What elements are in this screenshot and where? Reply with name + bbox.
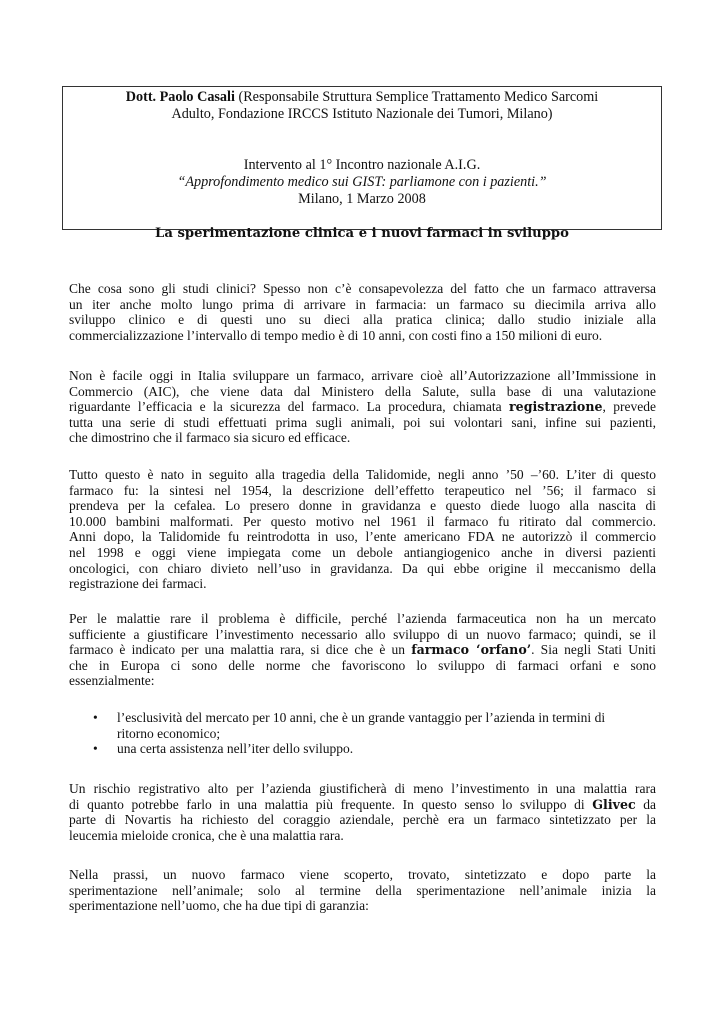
bold-term-farmaco-orfano: farmaco ‘orfano’ [411, 642, 532, 658]
paragraph-5 [69, 781, 656, 843]
text-run: , prevede [602, 399, 656, 415]
paragraph-line: commercializzazione l’intervallo di tempo medio è di 10 anni, con costi fino a 150 milioni di euro. [69, 327, 603, 343]
paragraph-line: Per le malattie rare il problema è difficile, perché l’azienda farmaceutica non ha un mercato [69, 611, 656, 626]
text-run: riguardante l’efficacia e la sicurezza del farmaco. La procedura, chiamata [69, 399, 510, 415]
event-date: Milano, 1 Marzo 2008 [298, 191, 426, 207]
bold-term-glivec: Glivec [592, 796, 636, 812]
talk-title: La sperimentazione clinica e i nuovi farmaci in sviluppo [155, 226, 569, 241]
text-run: da [635, 796, 656, 812]
paragraph-line [69, 797, 656, 813]
author-role: (Responsabile Struttura Semplice Trattamento Medico Sarcomi [234, 89, 599, 105]
paragraph-line: Nella prassi, un nuovo farmaco viene scoperto, trovato, sintetizzato e dopo parte la [69, 867, 656, 882]
paragraph-line: sperimentazione nell’uomo, che ha due tipi di garanzia: [69, 898, 369, 914]
bullet-icon: • [93, 710, 98, 725]
paragraph-line: sperimentazione nell’animale; solo al termine della sperimentazione nell’animale inizia la [69, 882, 656, 898]
paragraph-line: 10.000 bambini malformati. Per questo motivo nel 1961 il farmaco fu ritirato dal commercio. [69, 513, 656, 529]
paragraph-line: Commercio (AIC), che viene data dal Ministero della Salute, sulla base di una valutazione [69, 383, 656, 399]
paragraph-line: Un rischio registrativo alto per l’azienda giustificherà di meno l’investimento in una malattia rara [69, 781, 656, 796]
paragraph-line [69, 399, 656, 415]
paragraph-line: tutta una serie di studi effettuati prima sugli animali, poi sui volontari sani, infine sui pazienti, [69, 414, 656, 430]
paragraph-line: leucemia mieloide cronica, che è una malattia rara. [69, 827, 344, 843]
paragraph-line: sviluppo clinico e di questi uno su dieci alla pratica clinica; dallo studio iniziale alla [69, 312, 656, 328]
paragraph-line: nel 1998 e oggi viene impiegata come un debole antiangiogenico anche in diversi pazienti [69, 544, 656, 560]
author-name: Dott. Paolo Casali [125, 89, 235, 105]
paragraph-line: sufficiente a giustificare l’investimento necessario allo sviluppo di un nuovo farmaco; quindi, se il [69, 626, 656, 642]
paragraph-6 [69, 867, 656, 914]
paragraph-1 [69, 281, 656, 343]
text-run: di quanto potrebbe farlo in una malattia più frequente. In questo senso lo sviluppo di [69, 796, 593, 812]
paragraph-line: parte di Novartis ha richiesto del coraggio aziendale, perchè era un farmaco sintetizzato per la [69, 812, 656, 828]
list-item-line: ritorno economico; [117, 725, 221, 741]
paragraph-line: Tutto questo è nato in seguito alla tragedia della Talidomide, negli anno ’50 –’60. L’iter di questo [69, 467, 656, 482]
paragraph-line [69, 642, 656, 658]
paragraph-4 [69, 611, 656, 689]
header-box [62, 86, 662, 241]
bullet-icon: • [93, 741, 98, 757]
paragraph-line: registrazione dei farmaci. [69, 576, 207, 592]
bullet-list [69, 710, 659, 757]
author-line [63, 89, 661, 106]
paragraph-line: oncologici, con chiaro divieto nell’uso in gravidanza. Da qui ebbe origine il meccanismo della [69, 560, 656, 576]
paragraph-line: Anni dopo, la Talidomide fu reintrodotta in uso, l’ente americano FDA ne autorizzò il commercio [69, 529, 656, 545]
list-item-line: l’esclusività del mercato per 10 anni, che è un grande vantaggio per l’azienda in termini di [117, 710, 606, 725]
paragraph-line: Non è facile oggi in Italia sviluppare un farmaco, arrivare cioè all’Autorizzazione all’Immissione in [69, 368, 656, 383]
paragraph-line: che in Europa ci sono delle norme che favoriscono lo sviluppo di farmaci orfani e sono [69, 657, 656, 673]
event-subtitle: “Approfondimento medico sui GIST: parliamone con i pazienti.” [177, 174, 547, 190]
paragraph-2 [69, 368, 656, 446]
list-item-line: una certa assistenza nell’iter dello sviluppo. [117, 741, 354, 757]
event-line: Intervento al 1° Incontro nazionale A.I.G. [243, 157, 481, 173]
paragraph-line: che dimostrino che il farmaco sia sicuro ed efficace. [69, 430, 351, 446]
paragraph-line: Che cosa sono gli studi clinici? Spesso non c’è consapevolezza del fatto che un farmaco attraversa [69, 281, 656, 296]
bold-term-registrazione: registrazione [509, 399, 603, 415]
author-affiliation: Adulto, Fondazione IRCCS Istituto Nazionale dei Tumori, Milano) [171, 106, 553, 122]
list-item [69, 741, 659, 757]
text-run: . Sia negli Stati Uniti [531, 642, 656, 658]
paragraph-3 [69, 467, 656, 592]
list-item [69, 710, 659, 741]
paragraph-line: essenzialmente: [69, 673, 155, 689]
paragraph-line: farmaco fu: la sintesi nel 1954, la descrizione dell’effetto terapeutico nel ’56; il farmaco si [69, 482, 656, 498]
paragraph-line: prendeva per la cefalea. Lo presero donne in gravidanza e questo diede luogo alla nascita di [69, 498, 656, 514]
text-run: farmaco è indicato per una malattia rara, si dice che è un [69, 642, 412, 658]
paragraph-line: un iter anche molto lungo prima di arrivare in farmacia: un farmaco su diecimila arriva allo [69, 296, 656, 312]
